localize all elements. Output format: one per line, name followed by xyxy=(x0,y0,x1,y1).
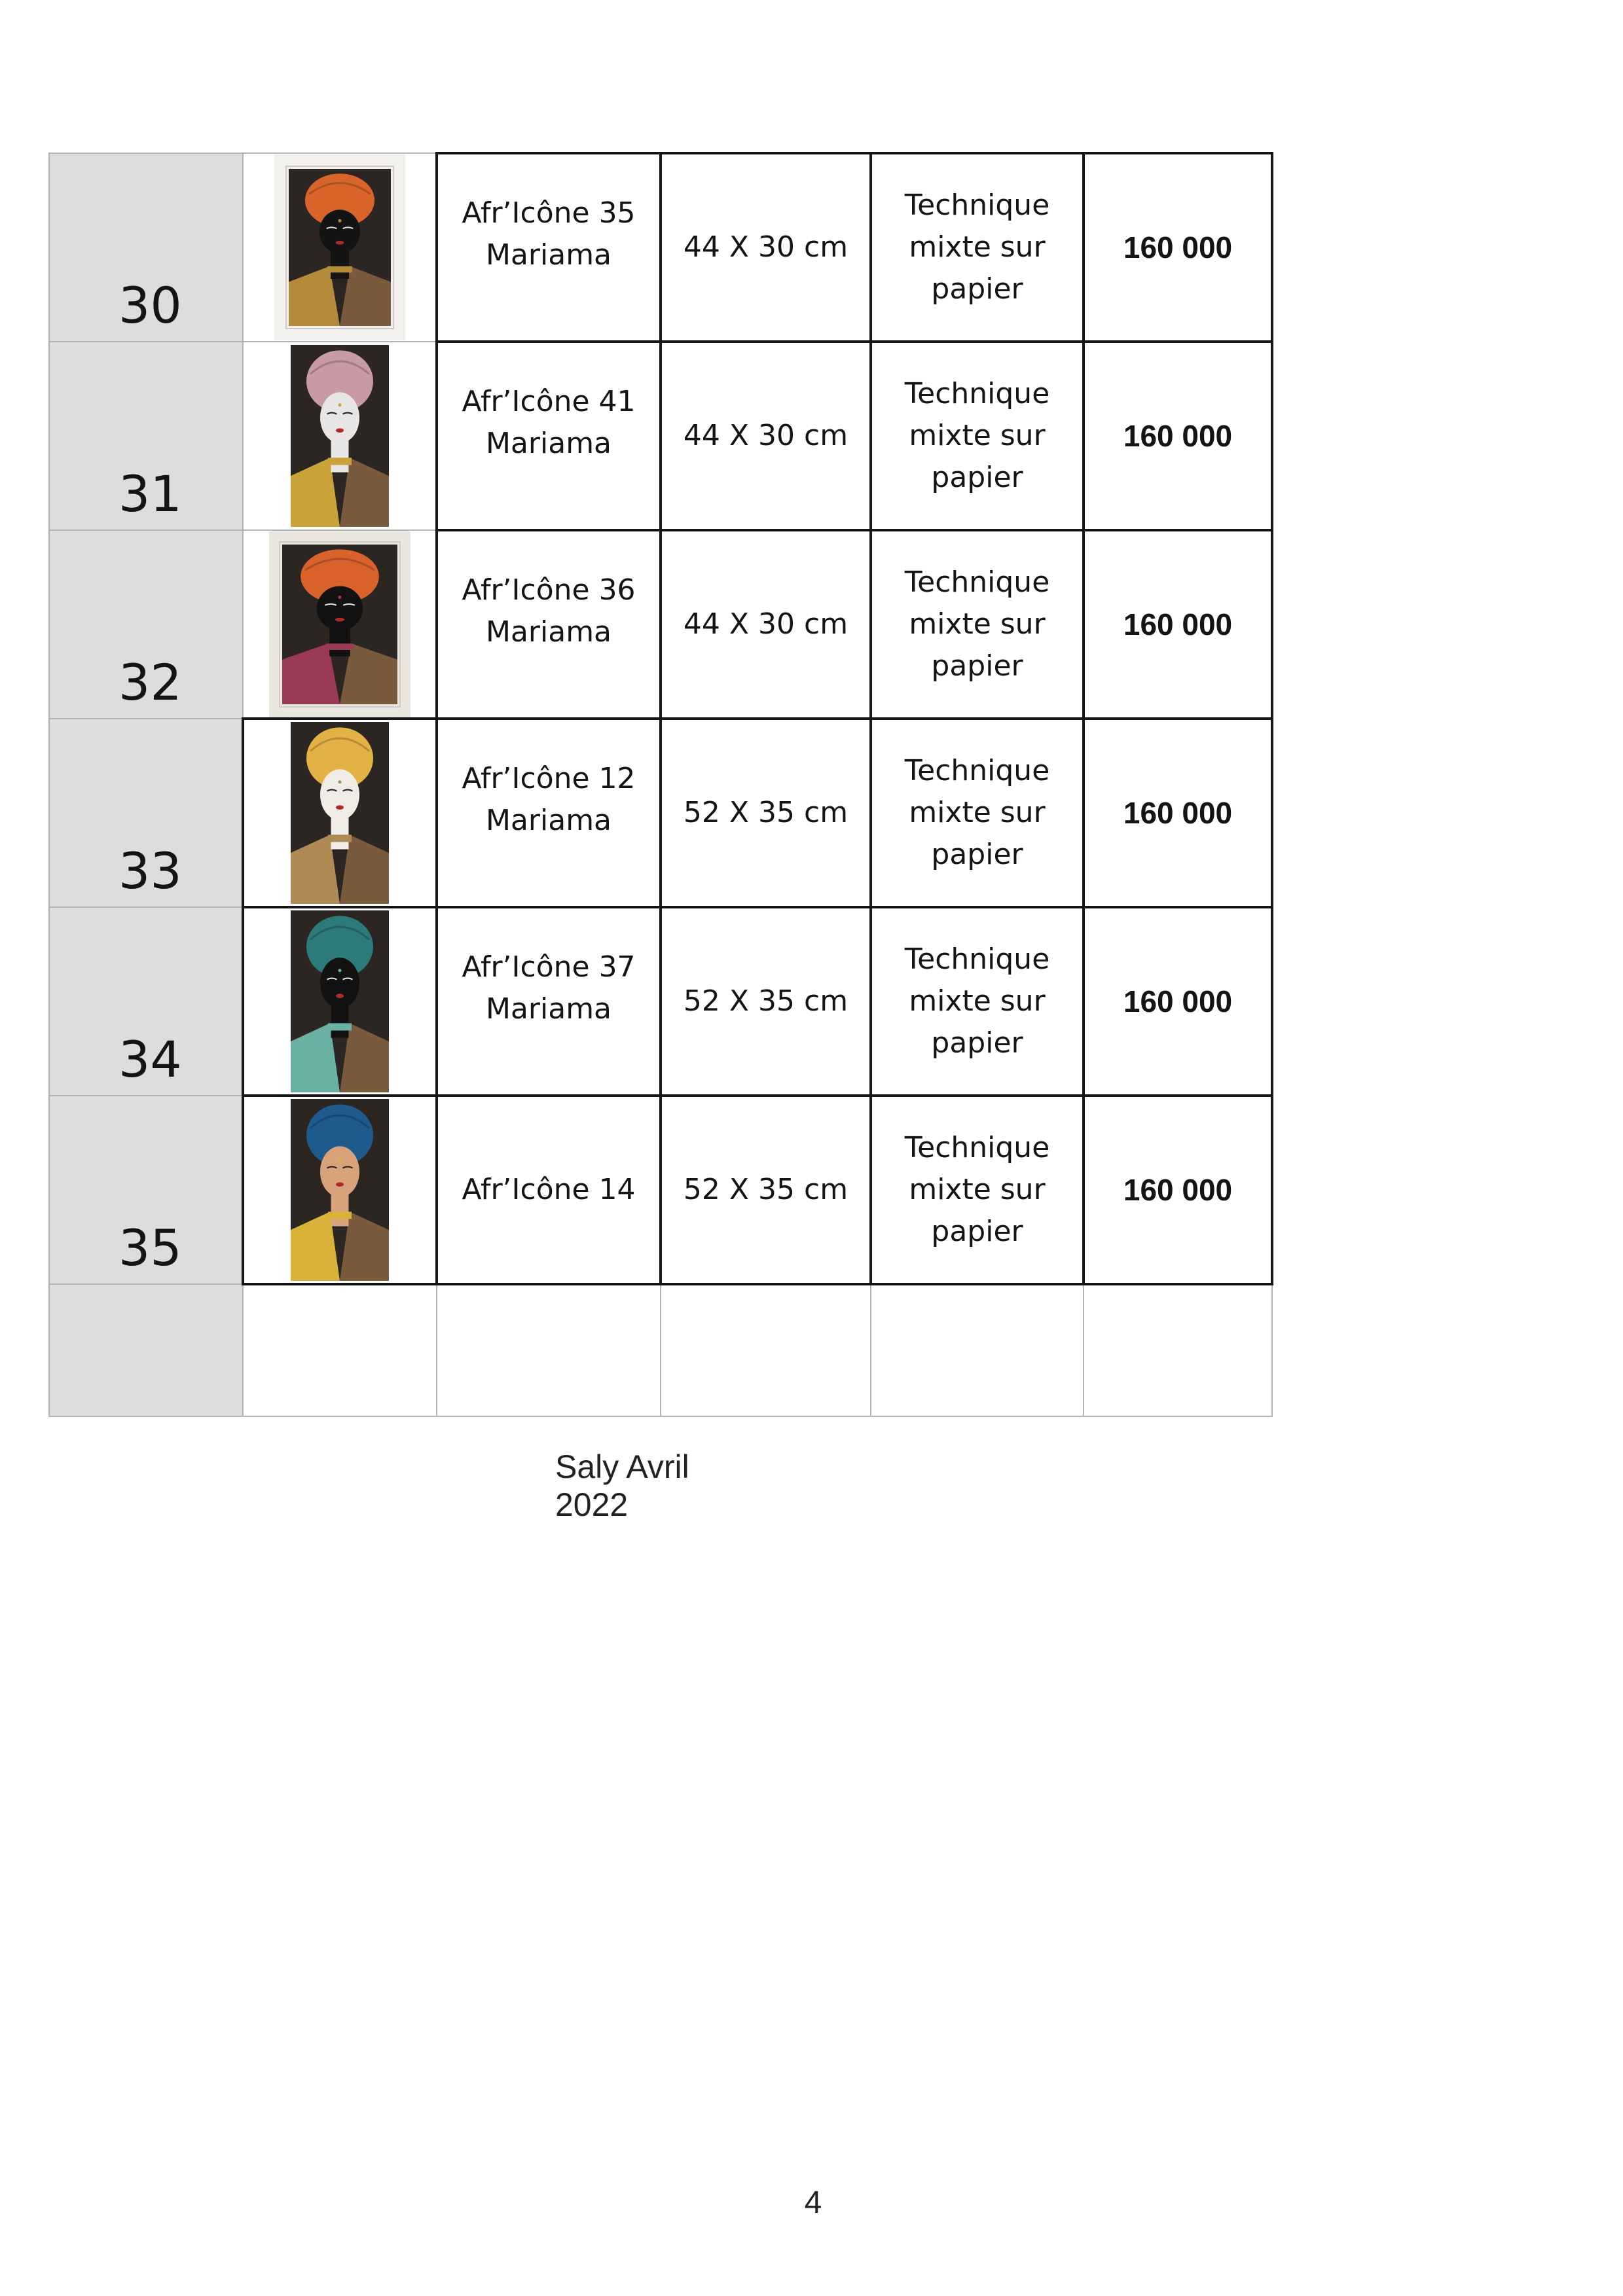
artwork-technique xyxy=(871,1096,1084,1284)
artwork-technique xyxy=(871,530,1084,719)
artwork-thumbnail-image xyxy=(274,154,405,340)
catalog-row xyxy=(49,153,1272,342)
footer-place-date: Saly Avril 2022 xyxy=(555,1448,689,1523)
technique-line: Technique xyxy=(904,565,1050,599)
artwork-technique xyxy=(871,719,1084,907)
artwork-dimensions: 44 X 30 cm xyxy=(661,530,871,719)
row-number: 33 xyxy=(49,719,243,907)
catalog-row xyxy=(49,1096,1272,1284)
artwork-title xyxy=(437,907,661,1096)
artwork-title-line1: Afr’Icône 37 xyxy=(462,950,636,984)
artwork-dimensions: 52 X 35 cm xyxy=(661,1096,871,1284)
artwork-title xyxy=(437,530,661,719)
empty-cell xyxy=(1084,1284,1272,1416)
artwork-thumbnail-cell xyxy=(243,719,437,907)
artwork-price: 160 000 xyxy=(1084,1096,1272,1284)
technique-line: mixte sur xyxy=(909,1173,1046,1206)
artwork-technique xyxy=(871,342,1084,530)
technique-line: mixte sur xyxy=(909,419,1046,452)
empty-cell xyxy=(243,1284,437,1416)
artwork-title xyxy=(437,1096,661,1284)
artwork-price: 160 000 xyxy=(1084,719,1272,907)
artwork-title-line2: Mariama xyxy=(485,238,612,272)
artwork-title xyxy=(437,342,661,530)
artwork-technique xyxy=(871,153,1084,342)
technique-line: Technique xyxy=(904,754,1050,787)
artwork-price: 160 000 xyxy=(1084,342,1272,530)
artwork-title xyxy=(437,719,661,907)
row-number: 32 xyxy=(49,530,243,719)
technique-line: Technique xyxy=(904,1131,1050,1164)
artwork-dimensions: 52 X 35 cm xyxy=(661,719,871,907)
artwork-title-line1: Afr’Icône 41 xyxy=(462,385,636,418)
page-number: 4 xyxy=(804,2185,822,2220)
artwork-title-line2: Mariama xyxy=(485,992,612,1026)
artwork-dimensions: 44 X 30 cm xyxy=(661,342,871,530)
artwork-title-line2: Mariama xyxy=(485,427,612,460)
artwork-thumbnail-cell xyxy=(243,1096,437,1284)
row-number: 31 xyxy=(49,342,243,530)
artwork-thumbnail-cell xyxy=(243,153,437,342)
artwork-price: 160 000 xyxy=(1084,530,1272,719)
technique-line: papier xyxy=(931,1215,1023,1248)
catalog-table-body xyxy=(49,153,1272,1416)
artwork-title-line1: Afr’Icône 14 xyxy=(462,1173,636,1206)
catalog-row xyxy=(49,907,1272,1096)
catalog-row xyxy=(49,530,1272,719)
artwork-catalog-table xyxy=(48,152,1273,1417)
artwork-thumbnail-cell xyxy=(243,530,437,719)
artwork-title-line2: Mariama xyxy=(485,615,612,649)
artwork-title-line2: Mariama xyxy=(485,804,612,837)
technique-line: mixte sur xyxy=(909,984,1046,1018)
artwork-thumbnail-cell xyxy=(243,342,437,530)
artwork-price: 160 000 xyxy=(1084,153,1272,342)
technique-line: Technique xyxy=(904,942,1050,976)
empty-cell xyxy=(437,1284,661,1416)
technique-line: papier xyxy=(931,838,1023,871)
artwork-dimensions: 44 X 30 cm xyxy=(661,153,871,342)
technique-line: papier xyxy=(931,1026,1023,1060)
artwork-thumbnail-image xyxy=(291,345,389,527)
technique-line: papier xyxy=(931,461,1023,494)
row-number: 35 xyxy=(49,1096,243,1284)
technique-line: mixte sur xyxy=(909,607,1046,641)
artwork-thumbnail-image xyxy=(291,722,389,904)
technique-line: papier xyxy=(931,272,1023,306)
empty-cell xyxy=(661,1284,871,1416)
empty-row xyxy=(49,1284,1272,1416)
technique-line: Technique xyxy=(904,188,1050,222)
row-number: 34 xyxy=(49,907,243,1096)
artwork-price: 160 000 xyxy=(1084,907,1272,1096)
artwork-thumbnail-image xyxy=(291,910,389,1092)
catalog-row xyxy=(49,719,1272,907)
catalog-row xyxy=(49,342,1272,530)
row-number: 30 xyxy=(49,153,243,342)
artwork-title-line1: Afr’Icône 12 xyxy=(462,762,636,795)
technique-line: Technique xyxy=(904,377,1050,410)
artwork-thumbnail-image xyxy=(291,1099,389,1281)
artwork-thumbnail-image xyxy=(269,531,410,717)
technique-line: papier xyxy=(931,649,1023,683)
artwork-title-line1: Afr’Icône 35 xyxy=(462,196,636,230)
empty-cell xyxy=(49,1284,243,1416)
artwork-title xyxy=(437,153,661,342)
artwork-dimensions: 52 X 35 cm xyxy=(661,907,871,1096)
artwork-thumbnail-cell xyxy=(243,907,437,1096)
artwork-technique xyxy=(871,907,1084,1096)
technique-line: mixte sur xyxy=(909,230,1046,264)
empty-cell xyxy=(871,1284,1084,1416)
artwork-title-line1: Afr’Icône 36 xyxy=(462,573,636,607)
technique-line: mixte sur xyxy=(909,796,1046,829)
